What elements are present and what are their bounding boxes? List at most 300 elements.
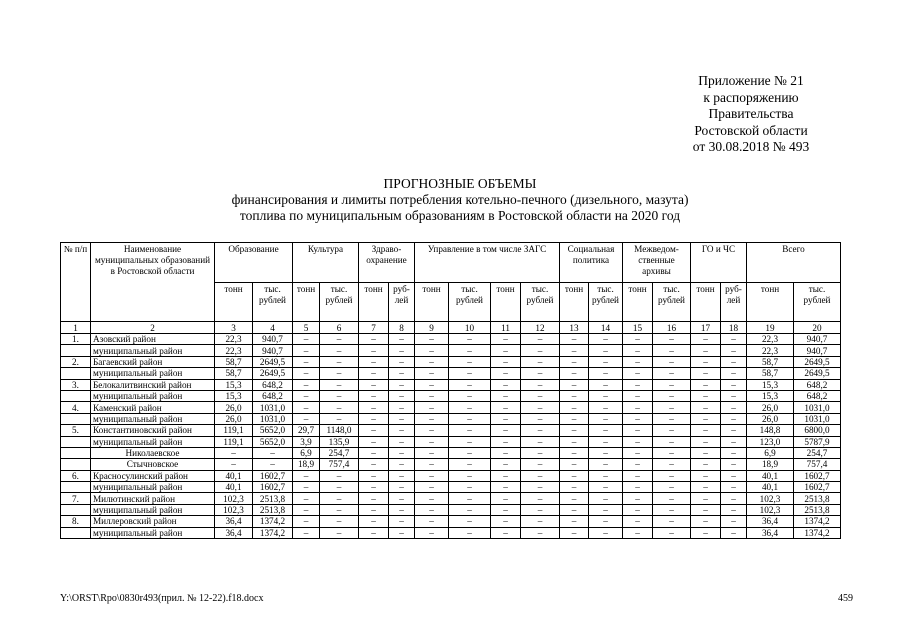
header-sub-cell: тыс. рублей — [794, 283, 841, 322]
value-cell: – — [521, 504, 560, 515]
column-number-cell: 6 — [320, 322, 359, 334]
value-cell: – — [560, 425, 589, 436]
value-cell: – — [691, 447, 721, 458]
value-cell: 26,0 — [215, 413, 253, 424]
value-cell: – — [359, 516, 389, 527]
value-cell: – — [293, 345, 320, 356]
value-cell: – — [449, 379, 491, 390]
value-cell: – — [589, 345, 623, 356]
value-cell: – — [521, 516, 560, 527]
value-cell: – — [623, 334, 653, 345]
footer-file-path: Y:\ORST\Rpo\0830r493(прил. № 12-22).f18.docx — [60, 593, 264, 604]
header-sub-cell: тыс. рублей — [653, 283, 691, 322]
value-cell: – — [320, 345, 359, 356]
value-cell: – — [359, 345, 389, 356]
value-cell: – — [359, 368, 389, 379]
header-group: Управление в том числе ЗАГС — [415, 243, 560, 283]
value-cell: – — [415, 516, 449, 527]
value-cell: – — [293, 516, 320, 527]
value-cell: – — [560, 493, 589, 504]
table-row — [61, 368, 841, 379]
value-cell: – — [560, 390, 589, 401]
value-cell: – — [721, 527, 747, 538]
value-cell: – — [449, 504, 491, 515]
row-number-cell — [61, 413, 91, 424]
value-cell: – — [491, 368, 521, 379]
row-name-cell: муниципальный район — [91, 413, 215, 424]
row-number-cell: 3. — [61, 379, 91, 390]
header-sub-cell: тонн — [415, 283, 449, 322]
table-row — [61, 516, 841, 527]
row-number-cell — [61, 459, 91, 470]
value-cell: – — [653, 402, 691, 413]
value-cell: – — [521, 379, 560, 390]
value-cell: – — [491, 413, 521, 424]
value-cell: 1374,2 — [253, 527, 293, 538]
value-cell: – — [589, 527, 623, 538]
value-cell: 757,4 — [320, 459, 359, 470]
title-line-1: ПРОГНОЗНЫЕ ОБЪЕМЫ — [383, 176, 537, 191]
value-cell: – — [721, 402, 747, 413]
value-cell: – — [389, 413, 415, 424]
value-cell: – — [293, 493, 320, 504]
value-cell: – — [449, 527, 491, 538]
value-cell: – — [589, 425, 623, 436]
value-cell: – — [415, 379, 449, 390]
value-cell: – — [320, 482, 359, 493]
value-cell: – — [389, 345, 415, 356]
value-cell: – — [623, 402, 653, 413]
value-cell: 1602,7 — [794, 470, 841, 481]
value-cell: – — [359, 493, 389, 504]
header-sub-cell: тонн — [359, 283, 389, 322]
row-number-cell — [61, 482, 91, 493]
appendix-line: Приложение № 21 — [698, 73, 804, 88]
value-cell: – — [721, 504, 747, 515]
value-cell: 1148,0 — [320, 425, 359, 436]
value-cell: – — [589, 356, 623, 367]
value-cell: 2649,5 — [794, 368, 841, 379]
value-cell: – — [560, 334, 589, 345]
table-row — [61, 470, 841, 481]
value-cell: – — [491, 459, 521, 470]
value-cell: – — [521, 356, 560, 367]
value-cell: – — [521, 436, 560, 447]
row-name-cell: Азовский район — [91, 334, 215, 345]
value-cell: 1031,0 — [253, 402, 293, 413]
value-cell: – — [521, 493, 560, 504]
value-cell: – — [521, 447, 560, 458]
value-cell: – — [653, 345, 691, 356]
value-cell: – — [320, 390, 359, 401]
value-cell: – — [415, 470, 449, 481]
value-cell: – — [721, 482, 747, 493]
value-cell: – — [721, 345, 747, 356]
value-cell: – — [449, 334, 491, 345]
row-name-cell: Николаевское — [91, 447, 215, 458]
value-cell: – — [623, 345, 653, 356]
header-sub-cell: тыс. рублей — [449, 283, 491, 322]
value-cell: – — [320, 368, 359, 379]
table-row — [61, 379, 841, 390]
value-cell: – — [653, 470, 691, 481]
value-cell: 1602,7 — [253, 470, 293, 481]
value-cell: 2513,8 — [253, 493, 293, 504]
value-cell: – — [359, 470, 389, 481]
value-cell: – — [449, 413, 491, 424]
value-cell: – — [691, 482, 721, 493]
value-cell: – — [721, 413, 747, 424]
value-cell: – — [560, 379, 589, 390]
row-name-cell: муниципальный район — [91, 504, 215, 515]
value-cell: – — [623, 379, 653, 390]
row-number-cell — [61, 504, 91, 515]
value-cell: 26,0 — [747, 413, 794, 424]
value-cell: – — [521, 390, 560, 401]
column-number-cell: 8 — [389, 322, 415, 334]
value-cell: – — [320, 516, 359, 527]
value-cell: – — [359, 356, 389, 367]
header-no: № п/п — [61, 243, 91, 322]
value-cell: – — [491, 493, 521, 504]
value-cell: – — [293, 470, 320, 481]
value-cell: – — [589, 516, 623, 527]
value-cell: – — [359, 413, 389, 424]
value-cell: – — [691, 379, 721, 390]
value-cell: – — [653, 447, 691, 458]
value-cell: 36,4 — [215, 516, 253, 527]
value-cell: – — [449, 493, 491, 504]
column-number-cell: 19 — [747, 322, 794, 334]
value-cell: – — [415, 402, 449, 413]
value-cell: – — [623, 356, 653, 367]
value-cell: – — [415, 459, 449, 470]
value-cell: 58,7 — [215, 368, 253, 379]
value-cell: – — [560, 402, 589, 413]
table-row — [61, 436, 841, 447]
value-cell: – — [389, 402, 415, 413]
value-cell: – — [721, 390, 747, 401]
value-cell: – — [691, 402, 721, 413]
value-cell: 1374,2 — [794, 527, 841, 538]
header-sub-cell: тонн — [491, 283, 521, 322]
row-number-cell — [61, 527, 91, 538]
appendix-line: Ростовской области — [694, 122, 808, 138]
value-cell: – — [721, 516, 747, 527]
value-cell: – — [415, 482, 449, 493]
header-sub-cell: тонн — [215, 283, 253, 322]
value-cell: – — [449, 402, 491, 413]
value-cell: – — [491, 390, 521, 401]
column-number-cell: 11 — [491, 322, 521, 334]
value-cell: – — [653, 493, 691, 504]
table-row — [61, 447, 841, 458]
value-cell: – — [389, 493, 415, 504]
value-cell: – — [691, 334, 721, 345]
value-cell: 15,3 — [747, 390, 794, 401]
value-cell: – — [691, 504, 721, 515]
value-cell: – — [521, 459, 560, 470]
value-cell: – — [389, 482, 415, 493]
header-sub-cell: руб-лей — [389, 283, 415, 322]
value-cell: – — [415, 504, 449, 515]
value-cell: – — [449, 425, 491, 436]
value-cell: 135,9 — [320, 436, 359, 447]
value-cell: 102,3 — [215, 504, 253, 515]
value-cell: – — [449, 482, 491, 493]
value-cell: – — [293, 402, 320, 413]
value-cell: 2649,5 — [794, 356, 841, 367]
value-cell: 36,4 — [215, 527, 253, 538]
value-cell: – — [521, 345, 560, 356]
value-cell: – — [721, 379, 747, 390]
value-cell: 18,9 — [293, 459, 320, 470]
value-cell: 1031,0 — [794, 402, 841, 413]
header-sub-cell: тонн — [747, 283, 794, 322]
value-cell: – — [491, 425, 521, 436]
header-sub-cell: тонн — [293, 283, 320, 322]
appendix-block — [640, 73, 862, 156]
value-cell: – — [293, 413, 320, 424]
value-cell: 15,3 — [215, 390, 253, 401]
value-cell: – — [691, 345, 721, 356]
value-cell: – — [320, 402, 359, 413]
value-cell: 6,9 — [293, 447, 320, 458]
value-cell: – — [415, 447, 449, 458]
value-cell: 22,3 — [747, 334, 794, 345]
value-cell: – — [449, 356, 491, 367]
value-cell: – — [589, 493, 623, 504]
column-number-cell: 13 — [560, 322, 589, 334]
value-cell: – — [721, 493, 747, 504]
column-number-cell: 3 — [215, 322, 253, 334]
value-cell: 254,7 — [794, 447, 841, 458]
value-cell: – — [623, 527, 653, 538]
value-cell: – — [389, 527, 415, 538]
value-cell: – — [691, 527, 721, 538]
value-cell: – — [691, 356, 721, 367]
value-cell: – — [389, 368, 415, 379]
value-cell: 5652,0 — [253, 425, 293, 436]
value-cell: – — [589, 482, 623, 493]
header-sub-cell: тонн — [623, 283, 653, 322]
value-cell: – — [415, 334, 449, 345]
value-cell: 648,2 — [253, 390, 293, 401]
value-cell: – — [721, 425, 747, 436]
value-cell: – — [560, 482, 589, 493]
value-cell: – — [721, 436, 747, 447]
value-cell: – — [589, 459, 623, 470]
value-cell: – — [589, 334, 623, 345]
row-number-cell: 5. — [61, 425, 91, 436]
value-cell: 119,1 — [215, 425, 253, 436]
value-cell: – — [415, 425, 449, 436]
table-row — [61, 459, 841, 470]
value-cell: – — [415, 493, 449, 504]
value-cell: – — [359, 402, 389, 413]
table-row — [61, 345, 841, 356]
value-cell: – — [521, 334, 560, 345]
value-cell: – — [359, 334, 389, 345]
value-cell: 6800,0 — [794, 425, 841, 436]
value-cell: – — [449, 390, 491, 401]
value-cell: – — [721, 356, 747, 367]
value-cell: – — [691, 413, 721, 424]
value-cell: – — [623, 516, 653, 527]
value-cell: – — [623, 459, 653, 470]
value-cell: – — [691, 470, 721, 481]
row-number-cell: 2. — [61, 356, 91, 367]
value-cell: – — [691, 516, 721, 527]
column-number-cell: 1 — [61, 322, 91, 334]
value-cell: – — [389, 470, 415, 481]
value-cell: – — [691, 459, 721, 470]
column-number-cell: 10 — [449, 322, 491, 334]
header-group: ГО и ЧС — [691, 243, 747, 283]
row-name-cell: Белокалитвинский район — [91, 379, 215, 390]
value-cell: – — [491, 436, 521, 447]
table-row — [61, 402, 841, 413]
value-cell: – — [253, 459, 293, 470]
value-cell: 5652,0 — [253, 436, 293, 447]
header-sub-cell: тонн — [560, 283, 589, 322]
value-cell: – — [589, 379, 623, 390]
value-cell: 58,7 — [747, 368, 794, 379]
value-cell: 940,7 — [794, 345, 841, 356]
value-cell: – — [389, 379, 415, 390]
row-number-cell — [61, 390, 91, 401]
value-cell: – — [623, 470, 653, 481]
value-cell: 2513,8 — [794, 504, 841, 515]
header-group: Образование — [215, 243, 293, 283]
value-cell: – — [721, 459, 747, 470]
appendix-line: к распоряжению — [703, 89, 799, 105]
header-name: Наименование муниципальных образований в Ростовской области — [91, 243, 215, 322]
value-cell: – — [623, 482, 653, 493]
row-name-cell: муниципальный район — [91, 345, 215, 356]
value-cell: – — [415, 527, 449, 538]
value-cell: – — [589, 447, 623, 458]
value-cell: – — [415, 390, 449, 401]
column-number-cell: 9 — [415, 322, 449, 334]
value-cell: – — [449, 368, 491, 379]
footer-page-number: 459 — [838, 593, 853, 604]
column-number-cell: 7 — [359, 322, 389, 334]
value-cell: 58,7 — [215, 356, 253, 367]
row-name-cell: муниципальный район — [91, 390, 215, 401]
value-cell: – — [691, 425, 721, 436]
value-cell: – — [491, 447, 521, 458]
row-number-cell: 1. — [61, 334, 91, 345]
value-cell: – — [449, 459, 491, 470]
header-number-row — [61, 322, 841, 334]
value-cell: – — [521, 470, 560, 481]
value-cell: – — [653, 425, 691, 436]
value-cell: – — [491, 482, 521, 493]
value-cell: 26,0 — [215, 402, 253, 413]
value-cell: – — [691, 368, 721, 379]
value-cell: – — [653, 527, 691, 538]
value-cell: – — [560, 459, 589, 470]
value-cell: 40,1 — [215, 470, 253, 481]
value-cell: 18,9 — [747, 459, 794, 470]
value-cell: – — [491, 345, 521, 356]
value-cell: – — [389, 504, 415, 515]
value-cell: – — [320, 334, 359, 345]
value-cell: – — [721, 470, 747, 481]
value-cell: – — [653, 379, 691, 390]
header-sub-cell: тыс. рублей — [320, 283, 359, 322]
column-number-cell: 15 — [623, 322, 653, 334]
value-cell: – — [359, 459, 389, 470]
value-cell: – — [589, 504, 623, 515]
column-number-cell: 20 — [794, 322, 841, 334]
value-cell: – — [560, 368, 589, 379]
value-cell: – — [320, 413, 359, 424]
value-cell: – — [560, 504, 589, 515]
value-cell: – — [560, 447, 589, 458]
row-number-cell: 7. — [61, 493, 91, 504]
value-cell: – — [560, 516, 589, 527]
header-sub-cell: тыс. рублей — [253, 283, 293, 322]
value-cell: 648,2 — [253, 379, 293, 390]
value-cell: 1602,7 — [794, 482, 841, 493]
row-number-cell — [61, 436, 91, 447]
value-cell: – — [359, 390, 389, 401]
value-cell: – — [415, 345, 449, 356]
value-cell: – — [215, 459, 253, 470]
value-cell: – — [293, 356, 320, 367]
value-cell: 40,1 — [747, 482, 794, 493]
row-number-cell: 4. — [61, 402, 91, 413]
value-cell: – — [359, 425, 389, 436]
value-cell: – — [491, 504, 521, 515]
value-cell: – — [491, 470, 521, 481]
value-cell: – — [415, 413, 449, 424]
value-cell: – — [389, 447, 415, 458]
value-cell: – — [320, 493, 359, 504]
value-cell: – — [389, 425, 415, 436]
value-cell: – — [589, 368, 623, 379]
value-cell: – — [623, 390, 653, 401]
column-number-cell: 4 — [253, 322, 293, 334]
value-cell: – — [320, 504, 359, 515]
value-cell: 1031,0 — [794, 413, 841, 424]
value-cell: – — [359, 379, 389, 390]
value-cell: – — [389, 436, 415, 447]
value-cell: 254,7 — [320, 447, 359, 458]
table-row — [61, 493, 841, 504]
row-name-cell: Стычновское — [91, 459, 215, 470]
value-cell: – — [521, 527, 560, 538]
header-group: Межведом-ственные архивы — [623, 243, 691, 283]
value-cell: 15,3 — [215, 379, 253, 390]
row-number-cell: 8. — [61, 516, 91, 527]
value-cell: – — [653, 334, 691, 345]
value-cell: – — [389, 516, 415, 527]
value-cell: – — [721, 447, 747, 458]
value-cell: – — [449, 345, 491, 356]
value-cell: – — [293, 368, 320, 379]
value-cell: 36,4 — [747, 516, 794, 527]
row-number-cell — [61, 368, 91, 379]
table-row — [61, 356, 841, 367]
value-cell: – — [623, 436, 653, 447]
value-cell: – — [320, 356, 359, 367]
value-cell: – — [653, 390, 691, 401]
value-cell: 26,0 — [747, 402, 794, 413]
value-cell: 757,4 — [794, 459, 841, 470]
